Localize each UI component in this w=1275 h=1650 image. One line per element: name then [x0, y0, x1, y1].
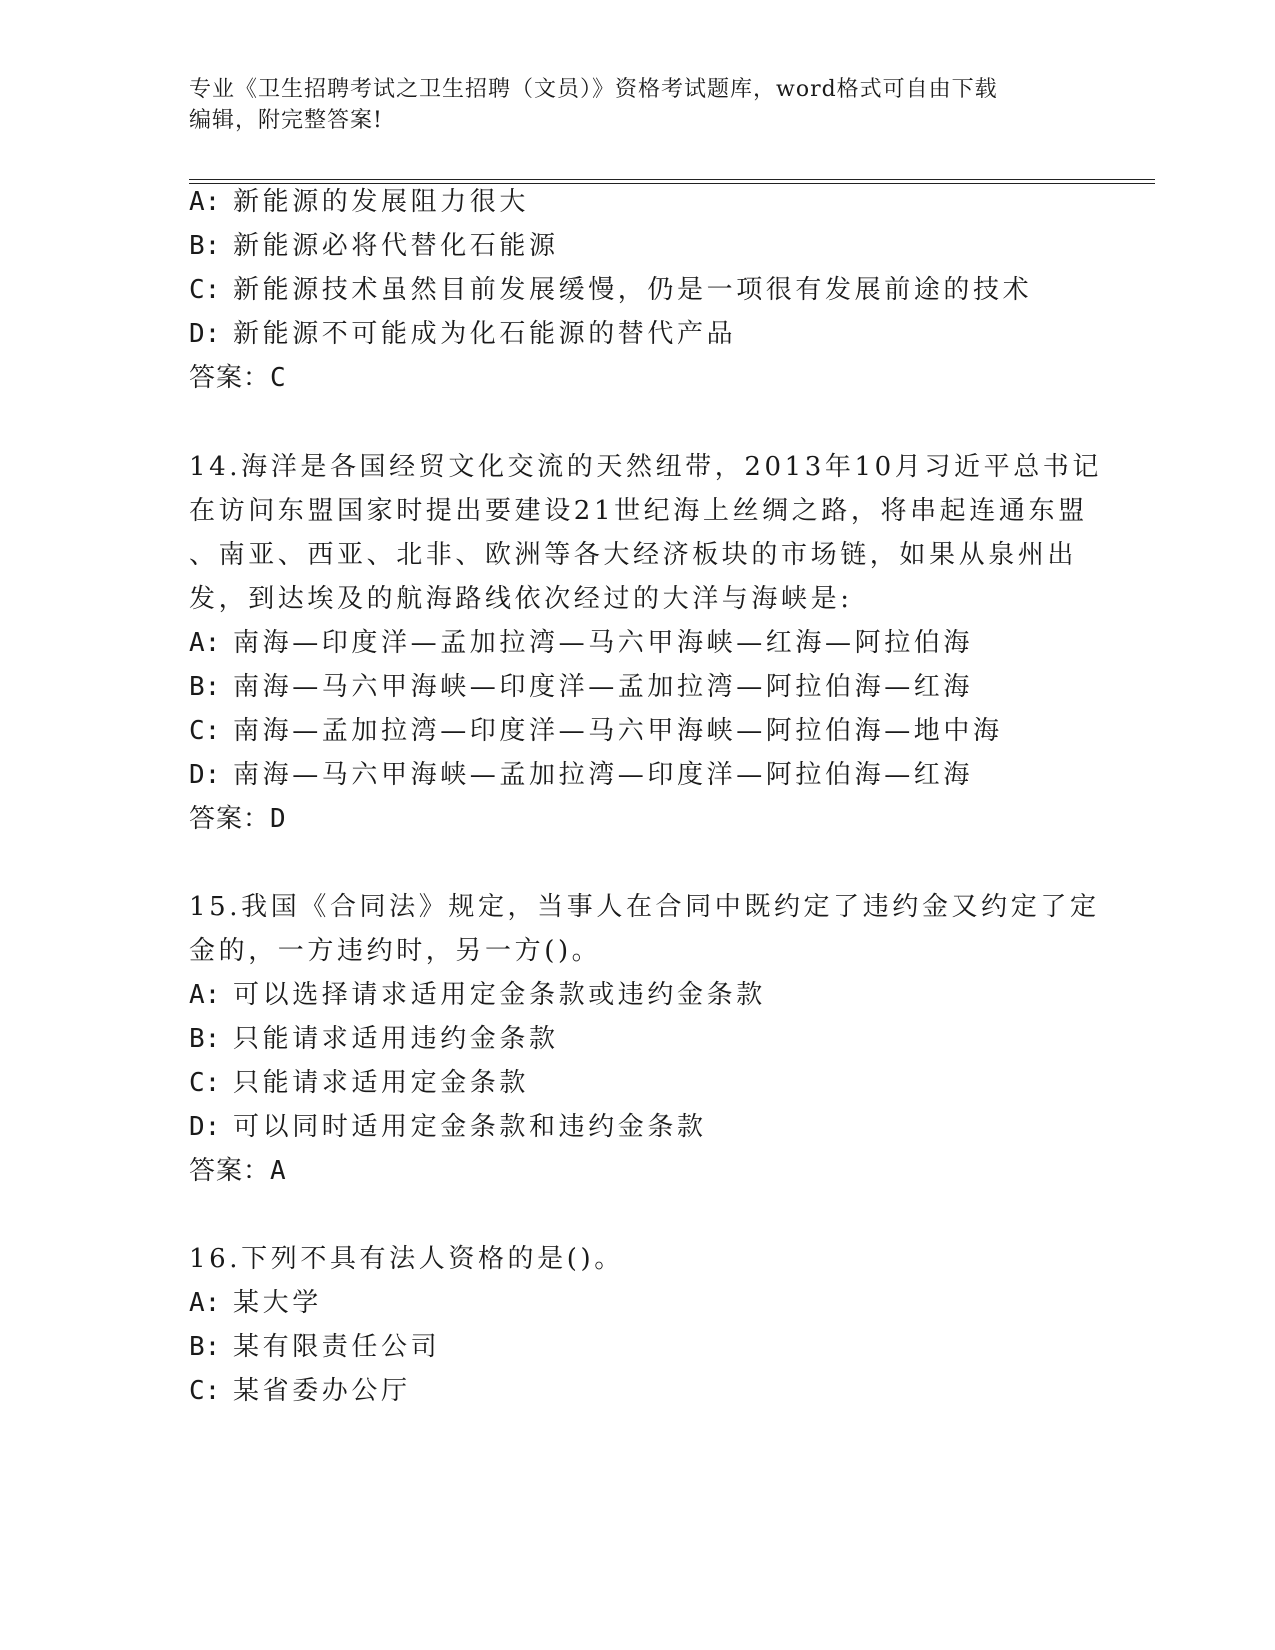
answer-label: 答案：: [189, 1156, 271, 1186]
q15-stem-line-2: 金的，一方违约时，另一方()。: [189, 936, 602, 966]
document-header: [189, 74, 1089, 136]
q15-option-d: [189, 1111, 707, 1143]
answer-value: D: [270, 804, 287, 834]
q14-stem-line-4: 发，到达埃及的航海路线依次经过的大洋与海峡是:: [189, 584, 853, 614]
option-letter: C:: [189, 716, 221, 746]
option-text: 某大学: [233, 1288, 322, 1318]
option-letter: B:: [189, 231, 221, 261]
q14-stem-line-3: 、南亚、西亚、北非、欧洲等各大经济板块的市场链，如果从泉州出: [189, 540, 1078, 570]
q15-option-b: [189, 1023, 559, 1055]
option-letter: A:: [189, 628, 221, 658]
q14-option-a: [189, 627, 973, 659]
option-text: 新能源技术虽然目前发展缓慢，仍是一项很有发展前途的技术: [233, 275, 1033, 305]
option-letter: C:: [189, 275, 221, 305]
option-letter: D:: [189, 1112, 221, 1142]
option-text: 新能源必将代替化石能源: [233, 231, 559, 261]
option-letter: A:: [189, 187, 221, 217]
answer-value: C: [270, 363, 287, 393]
option-text: 可以同时适用定金条款和违约金条款: [233, 1112, 707, 1142]
q15-option-c: [189, 1067, 529, 1099]
answer-value: A: [270, 1156, 287, 1186]
answer-label: 答案：: [189, 363, 271, 393]
q14-answer: [189, 803, 287, 835]
option-letter: B:: [189, 1332, 221, 1362]
header-divider-top: [189, 179, 1155, 180]
option-text: 某有限责任公司: [233, 1332, 441, 1362]
answer-label: 答案：: [189, 804, 271, 834]
option-letter: A:: [189, 1288, 221, 1318]
q16-option-b: [189, 1331, 440, 1363]
header-line-1: 专业《卫生招聘考试之卫生招聘（文员）》资格考试题库，word格式可自由下载: [189, 77, 998, 102]
option-letter: A:: [189, 980, 221, 1010]
q14-stem-line-2: 在访问东盟国家时提出要建设21世纪海上丝绸之路，将串起连通东盟: [189, 496, 1088, 526]
option-letter: B:: [189, 672, 221, 702]
option-text: 某省委办公厅: [233, 1376, 411, 1406]
option-text: 只能请求适用违约金条款: [233, 1024, 559, 1054]
option-letter: C:: [189, 1376, 221, 1406]
option-letter: D:: [189, 760, 221, 790]
q14-option-b: [189, 671, 973, 703]
option-letter: C:: [189, 1068, 221, 1098]
q16-option-a: [189, 1287, 322, 1319]
q14-option-d: [189, 759, 973, 791]
option-text: 南海—印度洋—孟加拉湾—马六甲海峡—红海—阿拉伯海: [233, 628, 974, 658]
option-text: 南海—孟加拉湾—印度洋—马六甲海峡—阿拉伯海—地中海: [233, 716, 1003, 746]
option-text: 只能请求适用定金条款: [233, 1068, 530, 1098]
header-line-2: 编辑，附完整答案!: [189, 108, 383, 133]
q15-stem-line-1: 15.我国《合同法》规定，当事人在合同中既约定了违约金又约定了定: [189, 892, 1100, 922]
q14-stem-line-1: 14.海洋是各国经贸文化交流的天然纽带，2013年10月习近平总书记: [189, 452, 1103, 482]
option-text: 新能源的发展阻力很大: [233, 187, 530, 217]
q14-option-c: [189, 715, 1003, 747]
q13-option-a: [189, 186, 529, 218]
option-letter: B:: [189, 1024, 221, 1054]
q13-option-b: [189, 230, 559, 262]
q15-answer: [189, 1155, 287, 1187]
q16-option-c: [189, 1375, 411, 1407]
q13-option-d: [189, 318, 736, 350]
q13-option-c: [189, 274, 1032, 306]
header-divider-bottom: [189, 183, 1155, 184]
option-text: 可以选择请求适用定金条款或违约金条款: [233, 980, 766, 1010]
option-text: 新能源不可能成为化石能源的替代产品: [233, 319, 737, 349]
option-letter: D:: [189, 319, 221, 349]
option-text: 南海—马六甲海峡—印度洋—孟加拉湾—阿拉伯海—红海: [233, 672, 974, 702]
q15-option-a: [189, 979, 766, 1011]
q13-answer: [189, 362, 287, 394]
option-text: 南海—马六甲海峡—孟加拉湾—印度洋—阿拉伯海—红海: [233, 760, 974, 790]
q16-stem-line-1: 16.下列不具有法人资格的是()。: [189, 1244, 624, 1274]
